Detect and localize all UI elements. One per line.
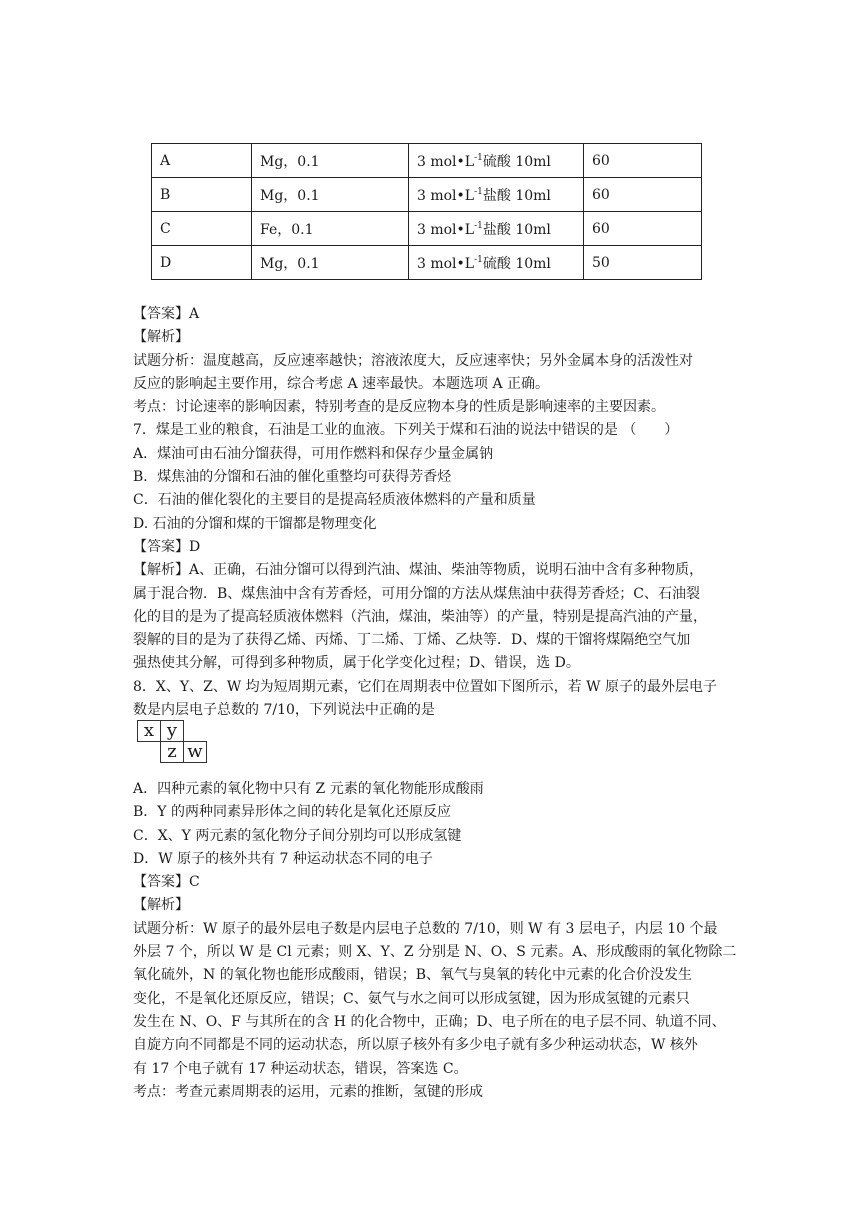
answer-label: 【答案】A bbox=[133, 306, 200, 322]
option-cell: C bbox=[152, 212, 252, 246]
unit-exponent: -1 bbox=[474, 152, 483, 163]
reaction-conditions-table bbox=[151, 143, 702, 280]
acid-cell bbox=[409, 144, 584, 178]
analysis-line: 发生在 N、O、F 与其所在的含 H 的化合物中，正确；D、电子所在的电子层不同、轨道不同、 bbox=[133, 1013, 726, 1030]
acid-name: 盐酸 10ml bbox=[482, 187, 551, 204]
analysis-title: 【解析】 bbox=[133, 897, 189, 914]
option-d: D. 石油的分馏和煤的干馏都是物理变化 bbox=[133, 515, 377, 532]
acid-cell bbox=[409, 178, 584, 212]
analysis-line: 反应的影响起主要作用，综合考虑 A 速率最快。本题选项 A 正确。 bbox=[133, 375, 550, 392]
document-body bbox=[133, 303, 733, 722]
analysis-line: 强热使其分解，可得到多种物质，属于化学变化过程；D、错误，选 D。 bbox=[133, 655, 580, 672]
element-y-cell: y bbox=[161, 721, 184, 742]
temperature-cell: 60 bbox=[584, 144, 702, 178]
question-8: 8．X、Y、Z、W 均为短周期元素，它们在周期表中位置如下图所示，若 W 原子的最外层电子 bbox=[133, 678, 717, 695]
question-8-cont: 数是内层电子总数的 7/10，下列说法中正确的是 bbox=[133, 702, 435, 719]
metal-cell: Mg，0.1 bbox=[252, 246, 409, 280]
kaodian-line: 考点：考查元素周期表的运用，元素的推断，氢键的形成 bbox=[133, 1083, 483, 1100]
unit-exponent: -1 bbox=[474, 254, 483, 265]
unit-exponent: -1 bbox=[474, 220, 483, 231]
table-row bbox=[152, 246, 702, 280]
element-x-cell: x bbox=[138, 721, 161, 742]
analysis-line: 自旋方向不同都是不同的运动状态，所以原子核外有多少电子就有多少种运动状态，W 核外 bbox=[133, 1037, 698, 1054]
table-row bbox=[152, 144, 702, 178]
acid-name: 硫酸 10ml bbox=[482, 255, 551, 272]
temperature-cell: 60 bbox=[584, 178, 702, 212]
metal-cell: Mg，0.1 bbox=[252, 144, 409, 178]
option-b: B．煤焦油的分馏和石油的催化重整均可获得芳香烃 bbox=[133, 469, 452, 486]
acid-conc: 3 mol•L bbox=[417, 187, 475, 204]
option-a: A．四种元素的氧化物中只有 Z 元素的氧化物能形成酸雨 bbox=[133, 781, 484, 797]
table-row bbox=[152, 212, 702, 246]
analysis-line: 化的目的是为了提高轻质液体燃料（汽油，煤油，柴油等）的产量，特别是提高汽油的产量， bbox=[133, 608, 707, 625]
option-cell: B bbox=[152, 178, 252, 212]
empty-cell bbox=[138, 742, 161, 763]
answer-label: 【答案】D bbox=[133, 538, 201, 555]
acid-conc: 3 mol•L bbox=[417, 153, 475, 170]
analysis-line: 裂解的目的是为了获得乙烯、丙烯、丁二烯、丁烯、乙炔等．D、煤的干馏将煤隔绝空气加 bbox=[133, 632, 691, 649]
acid-cell bbox=[409, 246, 584, 280]
acid-conc: 3 mol•L bbox=[417, 255, 475, 272]
analysis-line: 外层 7 个，所以 W 是 Cl 元素；则 X、Y、Z 分别是 N、O、S 元素。A、形成酸雨的氧化物除二 bbox=[133, 944, 737, 961]
periodic-table-fragment bbox=[137, 720, 207, 763]
analysis-line: 有 17 个电子就有 17 种运动状态，错误，答案选 C。 bbox=[133, 1060, 468, 1077]
option-cell: A bbox=[152, 144, 252, 178]
empty-cell bbox=[184, 721, 207, 742]
analysis-line: 属于混合物．B、煤焦油中含有芳香烃，可用分馏的方法从煤焦油中获得芳香烃；C、石油裂 bbox=[133, 585, 700, 602]
element-z-cell: z bbox=[161, 742, 184, 763]
table-row bbox=[152, 178, 702, 212]
option-c: C．石油的催化裂化的主要目的是提高轻质液体燃料的产量和质量 bbox=[133, 492, 536, 509]
element-w-cell: w bbox=[184, 742, 207, 763]
analysis-line: 【解析】A、正确，石油分馏可以得到汽油、煤油、柴油等物质，说明石油中含有多种物质， bbox=[133, 562, 704, 579]
metal-cell: Fe，0.1 bbox=[252, 212, 409, 246]
acid-conc: 3 mol•L bbox=[417, 221, 475, 238]
question-7: 7．煤是工业的粮食，石油是工业的血液。下列关于煤和石油的说法中错误的是 （ ） bbox=[133, 422, 679, 439]
kaodian-line: 考点：讨论速率的影响因素，特别考查的是反应物本身的性质是影响速率的主要因素。 bbox=[133, 399, 665, 416]
analysis-line: 试题分析：温度越高，反应速率越快；溶液浓度大，反应速率快；另外金属本身的活泼性对 bbox=[133, 352, 693, 369]
analysis-line: 试题分析：W 原子的最外层电子数是内层电子总数的 7/10，则 W 有 3 层电子，内层 10 个最 bbox=[133, 920, 718, 937]
acid-name: 盐酸 10ml bbox=[482, 221, 551, 238]
metal-cell: Mg，0.1 bbox=[252, 178, 409, 212]
unit-exponent: -1 bbox=[474, 186, 483, 197]
document-body-continued bbox=[133, 778, 737, 1104]
temperature-cell: 60 bbox=[584, 212, 702, 246]
option-d: D．W 原子的核外共有 7 种运动状态不同的电子 bbox=[133, 850, 433, 867]
acid-cell bbox=[409, 212, 584, 246]
option-b: B．Y 的两种同素异形体之间的转化是氧化还原反应 bbox=[133, 804, 451, 821]
analysis-title: 【解析】 bbox=[133, 329, 189, 346]
acid-name: 硫酸 10ml bbox=[482, 153, 551, 170]
temperature-cell: 50 bbox=[584, 246, 702, 280]
analysis-line: 变化，不是氧化还原反应，错误；C、氨气与水之间可以形成氢键，因为形成氢键的元素只 bbox=[133, 990, 690, 1007]
answer-label: 【答案】C bbox=[133, 874, 200, 891]
option-c: C．X、Y 两元素的氢化物分子间分别均可以形成氢键 bbox=[133, 827, 462, 844]
analysis-line: 氧化硫外，N 的氧化物也能形成酸雨，错误；B、氧气与臭氧的转化中元素的化合价没发生 bbox=[133, 967, 692, 984]
option-cell: D bbox=[152, 246, 252, 280]
option-a: A．煤油可由石油分馏获得，可用作燃料和保存少量金属钠 bbox=[133, 445, 494, 462]
